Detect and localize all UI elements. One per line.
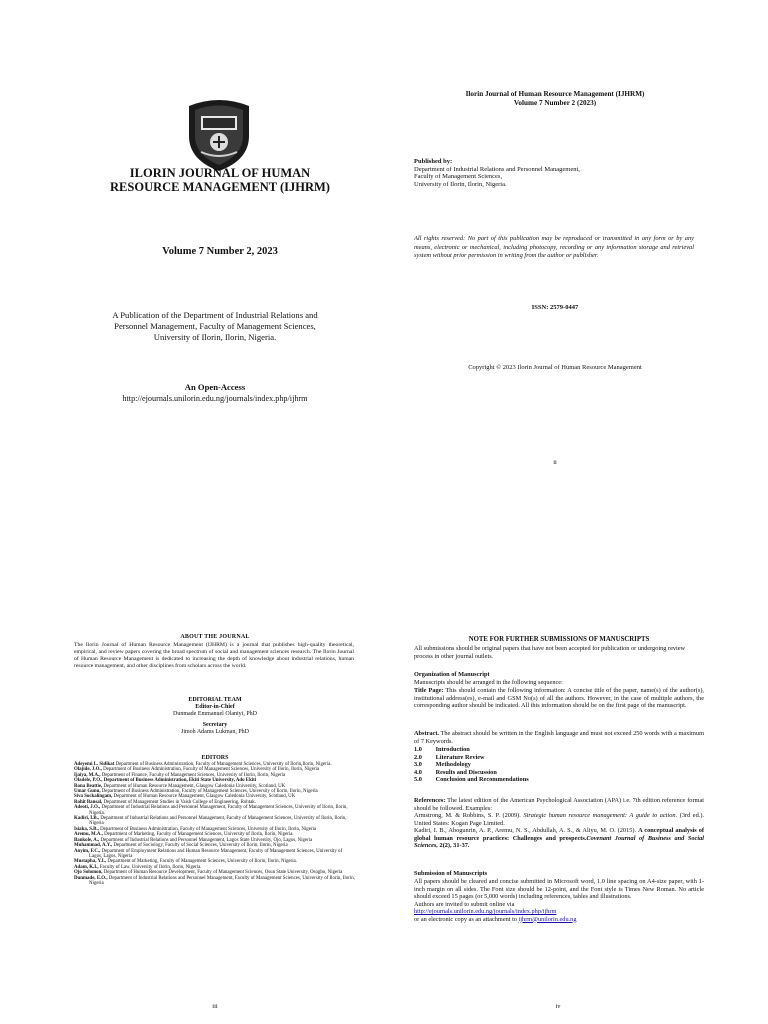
abstract-instructions: Abstract. The abstract should be written in the English language and must not exceed 250 words with a maximum of 7 Keywords. [414,730,704,745]
about-heading: ABOUT THE JOURNAL [180,634,250,640]
editor-entry: Isiaka, S.B., Department of Business Administration, Faculty of Management Sciences, University of Ilorin, Ilorin, Nigeria [74,826,317,832]
page-number: ii [553,459,557,466]
list-item: 2.0 Literature Review [414,753,485,761]
journal-title: ILORIN JOURNAL OF HUMAN RESOURCE MANAGEMENT (IJHRM) [110,166,330,194]
editorial-team-heading: EDITORIAL TEAM [188,697,242,703]
page-number: iv [555,1003,561,1010]
journal-url[interactable]: http://ejournals.unilorin.edu.ng/journals/index.php/ijhrm [122,394,308,403]
published-by-label: Published by: [414,158,453,165]
published-by-block [414,158,704,188]
issn: ISSN: 2579-0447 [531,304,579,311]
editor-entry: Ojo Solomon, Department of Human Resource Development, Faculty of Management Sciences, Osun State University, Osogbo, Nigeria [74,870,343,876]
email-link[interactable]: ijhrm@unilorin.edu.ng [518,915,577,923]
published-by-line: University of Ilorin, Ilorin, Nigeria. [414,180,507,188]
editor-in-chief-name: Dunmade Emmanuel Olaniyi, PhD [173,711,257,717]
references-instructions: References: The latest edition of the American Psychological Association (APA) i.e. 7th edition reference format should be followed. Examples: Armstrong, M. & Robbins, S. P. (2009). Strategic human resource management: A guide to action. (3rd ed.). United States: Kogan Page Limited. Kadiri, I. B., Abogunrin, A. P., Aremu, N. S., Abdullah, A. S., & Aliyu, M. O. (2015). A conceptual analysis of global human resource practices: Challenges and prospects.Covenant Journal of Business and Social Sciences, 2(2), 31-37. [414,797,704,849]
published-by-line: Department of Industrial Relations and Personnel Management, [414,165,580,173]
editor-entry: Umar Gunu, Department of Business Administration, Faculty of Management Sciences, University of Ilorin, Ilorin, Nigeria [74,789,318,795]
editor-entry: Muhammad, A.Y., Department of Sociology, Faculty of Social Sciences, University of Ilorin, Ilorin, Nigeria [74,843,288,849]
secretary-heading: Secretary [202,722,228,728]
editor-entry: Mustapha, Y.I., Department of Marketing, Faculty of Management Sciences, University of Ilorin, Ilorin, Nigeria. [74,859,297,865]
editor-in-chief-heading: Editor-in-Chief [195,704,235,710]
rights-statement: All rights reserved: No part of this publication may be reproduced or transmitted in any form or by any means, electronic or mechanical, including photocopy, recording or any information storage and retrieval system without prior permission in writing from the author or publisher. [414,235,694,260]
editor-entry: Rona Beattie, Department of Human Resource Management, Glasgow Caledonia University, Scotland, UK [74,783,286,789]
editor-entry: Rohit Bansal, Department of Management Studies in Vaish College of Engineering, Rohtak. [74,799,256,805]
published-by-line: Faculty of Management Sciences, [414,173,503,181]
editor-entry: Ijaiya, M.A., Department of Finance, Faculty of Management Sciences, University of Ilorin, Ilorin, Nigeria [74,772,286,778]
editor-entry: Olajide, J.O., Department of Business Administration, Faculty of Management Sciences, University of Ilorin, Ilorin, Nigeria [74,767,320,773]
list-item: 4.0 Results and Discussion [414,768,497,776]
editor-entry: Anyim, F.C., Department of Employment Relations and Human Resource Management, Faculty of Management Sciences, University of Lagos, Lagos, Nigeria [74,848,343,859]
editors-list [74,762,356,886]
note-text: All submissions should be original papers that have not been accepted for publication or undergoing review process in other journal outlets. [414,645,686,660]
organization-text: Manuscripts should be arranged in the following sequence: [414,679,563,686]
editor-entry: Adam, K.I., Faculty of Law, University of Ilorin, Ilorin, Nigeria. [74,864,202,870]
running-head-journal: Ilorin Journal of Human Resource Management (IJHRM) [465,90,645,98]
editor-entry: Adeyemi L. Sidikat Department of Business Administration, Faculty of Management Sciences, University of Ilorin,Ilorin, Nigeria. [74,762,332,767]
secretary-name: Jimoh Adams Lukman, PhD [180,729,249,735]
editor-entry: Kadiri, I.B., Department of Industrial Relations and Personnel Management, Faculty of Management Sciences, University of Ilorin, Ilorin, Nigeria [74,816,347,827]
sections-list [414,746,614,784]
list-item: 5.0 Conclusion and Recommendations [414,776,529,784]
editor-entry: Adeoti, J.O., Department of Industrial Relations and Personnel Management, Faculty of Management Sciences, University of Ilorin, Ilorin, Nigeria. [74,805,348,816]
reference-example: Kadiri, I. B., Abogunrin, A. P., Aremu, N. S., Abdullah, A. S., & Aliyu, M. O. (2015). A conceptual analysis of global human resource practices: Challenges and prospects.Covenant Journal of Business and Social Sciences, 2(2), 31-37. [414,827,704,849]
reference-example: Armstrong, M. & Robbins, S. P. (2009). Strategic human resource management: A guide to action. (3rd ed.). United States: Kogan Page Limited. [414,812,704,827]
submit-url-link[interactable]: http://ejournals.unilorin.edu.ng/journals/index.php/ijhrm [414,908,557,915]
editor-entry: Siva Sockalingam, Department of Human Resource Management, Glasgow Caledonia University, Scotland, UK [74,794,296,800]
note-heading: NOTE FOR FURTHER SUBMISSIONS OF MANUSCRIPTS [468,636,650,643]
organization-heading: Organization of Manuscript [414,671,490,678]
editors-heading: EDITORS [201,755,229,761]
volume-label: Volume 7 Number 2, 2023 [162,246,278,257]
about-text: The Ilorin Journal of Human Resource Management (IJHRM) is a journal that publishes high-quality theoretical, empirical, and review papers covering the broad spectrum of social and management sciences research. The Ilorin Journal of Human Resource Management is dedicated to increasing the depth of knowledge about industrial relations, human resource management, and other disciplines from scholars across the world. [74,642,354,669]
running-head-volume: Volume 7 Number 2 (2023) [513,98,597,107]
open-access-label: An Open-Access [184,382,246,392]
list-item: 3.0 Methodology [414,761,471,769]
page-number: iii [212,1003,218,1010]
submission-text: All papers should be cleared and concise submitted in Microsoft word, 1.0 line spacing on A4-size paper, with 1-inch margin on all sides. The Font size should be 12-point, and the Font style is Times New Roman. No article should exceed 15 pages (or 5,000 words) including references, tables and illustrations. Authors are invited to submit online via http://ejournals.unilorin.edu.ng/journals/index.php/ijhrm or an electronic copy as an attachment to ijhrm@unilorin.edu.ng [414,878,704,923]
university-crest-icon [185,96,253,172]
submission-heading: Submission of Manuscripts [414,870,488,877]
editor-entry: Bankole, A., Department of Industrial Relations and Personnel Management, Lagos State University, Ojo, Lagos, Nigeria [74,837,313,843]
title-page-instructions: Title Page: This should contain the following information: A concise title of the paper, name(s) of the author(s), institutional address(es), e-mail and GSM No(s) of all the authors. However, in the case of multiple authors, the corresponding author should be indicated. All this information should be on the first page of the manuscript. [414,687,704,709]
publication-statement: A Publication of the Department of Industrial Relations and Personnel Management, Faculty of Management Sciences, University of Ilorin, Ilorin, Nigeria. [112,310,318,342]
list-item: 1.0 Introduction [414,746,470,753]
editor-entry: Aremu, M.A., Department of Marketing, Faculty of Management Sciences, University of Ilorin, Ilorin, Nigeria. [74,832,294,838]
running-head [420,90,690,107]
editor-entry: Dunmade, E.O., Department of Industrial Relations and Personnel Management, Faculty of Management Sciences, University of Ilorin, Ilorin, Nigeria [74,875,355,886]
copyright-notice: Copyright © 2023 Ilorin Journal of Human Resource Management [468,364,642,371]
editor-entry: Oladele, P.O., Department of Business Administration, Ekiti State University, Ado Ekiti [74,778,257,784]
